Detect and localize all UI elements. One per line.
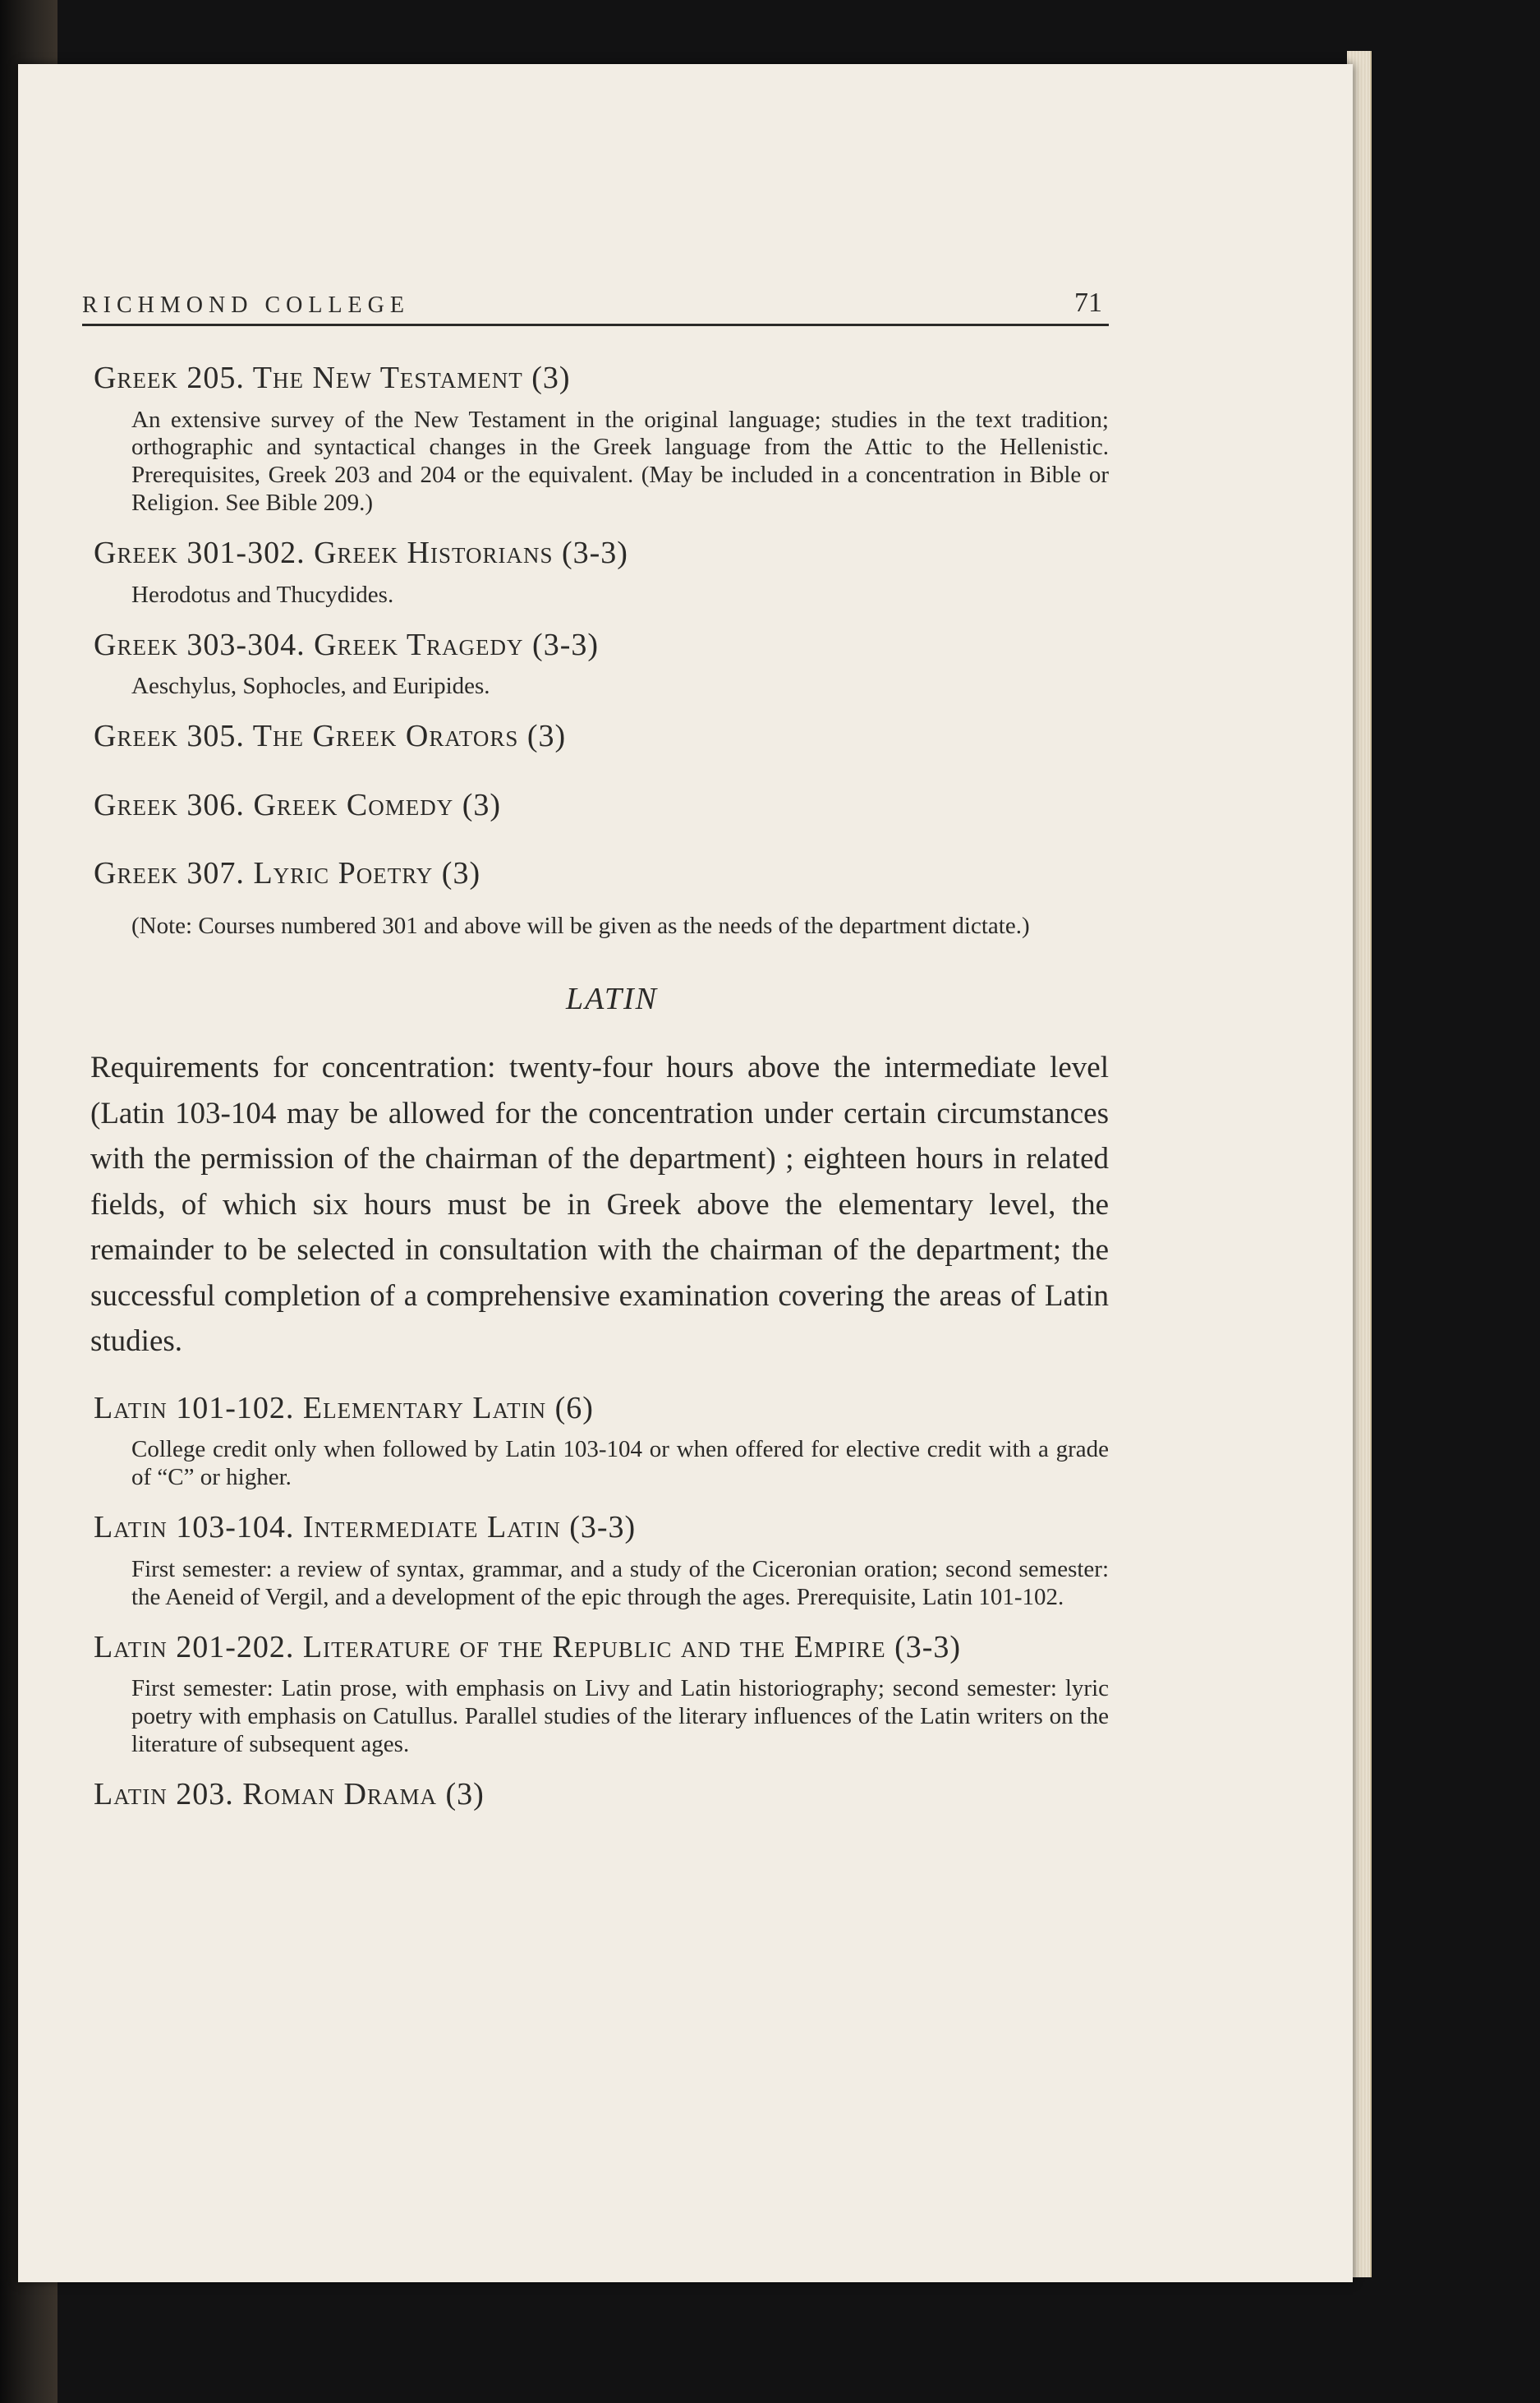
page-header bbox=[82, 288, 1109, 326]
course-latin-201-202 bbox=[82, 1628, 1109, 1759]
course-latin-103-104 bbox=[82, 1508, 1109, 1611]
course-number: Greek 301-302. bbox=[94, 536, 306, 571]
course-description: Aeschylus, Sophocles, and Euripides. bbox=[131, 673, 490, 700]
course-greek-303-304 bbox=[82, 626, 1109, 701]
course-name: Intermediate Latin (3-3) bbox=[302, 1510, 637, 1545]
course-description: First semester: a review of syntax, grammar, and a study of the Ciceronian oration; second semester: the Aeneid of Vergil, and a development of the epic through the ages. Prerequisite, Latin 101-102. bbox=[131, 1555, 1109, 1610]
course-greek-205 bbox=[82, 359, 1109, 518]
course-name: Roman Drama (3) bbox=[242, 1776, 485, 1811]
course-title bbox=[94, 359, 1109, 398]
section-heading-latin: LATIN bbox=[565, 982, 659, 1017]
greek-note: (Note: Courses numbered 301 and above will be given as the needs of the department dictate.) bbox=[131, 912, 1030, 939]
course-number: Latin 103-104. bbox=[94, 1510, 295, 1545]
course-title bbox=[94, 1628, 1109, 1668]
course-title bbox=[94, 1775, 1109, 1815]
course-greek-307 bbox=[82, 854, 1109, 894]
running-head: RICHMOND COLLEGE bbox=[82, 292, 410, 318]
course-title bbox=[94, 1389, 1109, 1429]
latin-requirements: Requirements for concentration: twenty-four hours above the intermediate level (Latin 103-104 may be allowed for the concentration under certain circumstances with the permission of the chairman of the department) ; eighteen hours in related fields, of which six hours must be in Greek above the elementary level, the remainder to be selected in consultation with the chairman of the department; the successful completion of a comprehensive examination covering the areas of Latin studies. bbox=[90, 1051, 1109, 1359]
course-title bbox=[94, 534, 1109, 573]
course-name: Literature of the Republic and the Empire (3-3) bbox=[302, 1629, 962, 1664]
course-number: Greek 307. bbox=[94, 856, 245, 891]
course-number: Greek 205. bbox=[94, 361, 245, 395]
course-name: Elementary Latin (6) bbox=[302, 1390, 594, 1425]
course-latin-203 bbox=[82, 1775, 1109, 1815]
course-description: First semester: Latin prose, with emphasis on Livy and Latin historiography; second semester: lyric poetry with emphasis on Catullus. Parallel studies of the literary influences of the Latin writers on the literature of subsequent ages. bbox=[131, 1675, 1109, 1757]
course-name: Greek Comedy (3) bbox=[253, 787, 502, 822]
course-greek-305 bbox=[82, 717, 1109, 757]
page-content bbox=[82, 288, 1109, 1822]
course-description: An extensive survey of the New Testament in the original language; studies in the text tradition; orthographic and syntactical changes in the Greek language from the Attic to the Hellenistic. Prerequisites, Greek 203 and 204 or the equivalent. (May be included in a concentration in Bible or Religion. See Bible 209.) bbox=[131, 406, 1109, 517]
course-greek-306 bbox=[82, 786, 1109, 826]
course-number: Greek 305. bbox=[94, 719, 245, 754]
course-number: Greek 303-304. bbox=[94, 627, 306, 662]
course-number: Latin 203. bbox=[94, 1776, 234, 1811]
course-title bbox=[94, 786, 1109, 826]
course-title bbox=[94, 1508, 1109, 1548]
course-latin-101-102 bbox=[82, 1389, 1109, 1492]
course-name: Greek Tragedy (3-3) bbox=[314, 627, 600, 662]
course-title bbox=[94, 717, 1109, 757]
course-title bbox=[94, 854, 1109, 894]
course-number: Greek 306. bbox=[94, 787, 245, 822]
course-name: Lyric Poetry (3) bbox=[253, 856, 481, 891]
course-name: The Greek Orators (3) bbox=[252, 719, 567, 754]
course-name: Greek Historians (3-3) bbox=[314, 536, 628, 571]
page-number: 71 bbox=[1074, 288, 1102, 318]
course-title bbox=[94, 626, 1109, 665]
course-description: College credit only when followed by Latin 103-104 or when offered for elective credit with a grade of “C” or higher. bbox=[131, 1436, 1109, 1491]
course-number: Latin 101-102. bbox=[94, 1390, 295, 1425]
course-greek-301-302 bbox=[82, 534, 1109, 609]
course-description: Herodotus and Thucydides. bbox=[131, 581, 394, 608]
course-name: The New Testament (3) bbox=[252, 361, 571, 395]
course-number: Latin 201-202. bbox=[94, 1629, 295, 1664]
